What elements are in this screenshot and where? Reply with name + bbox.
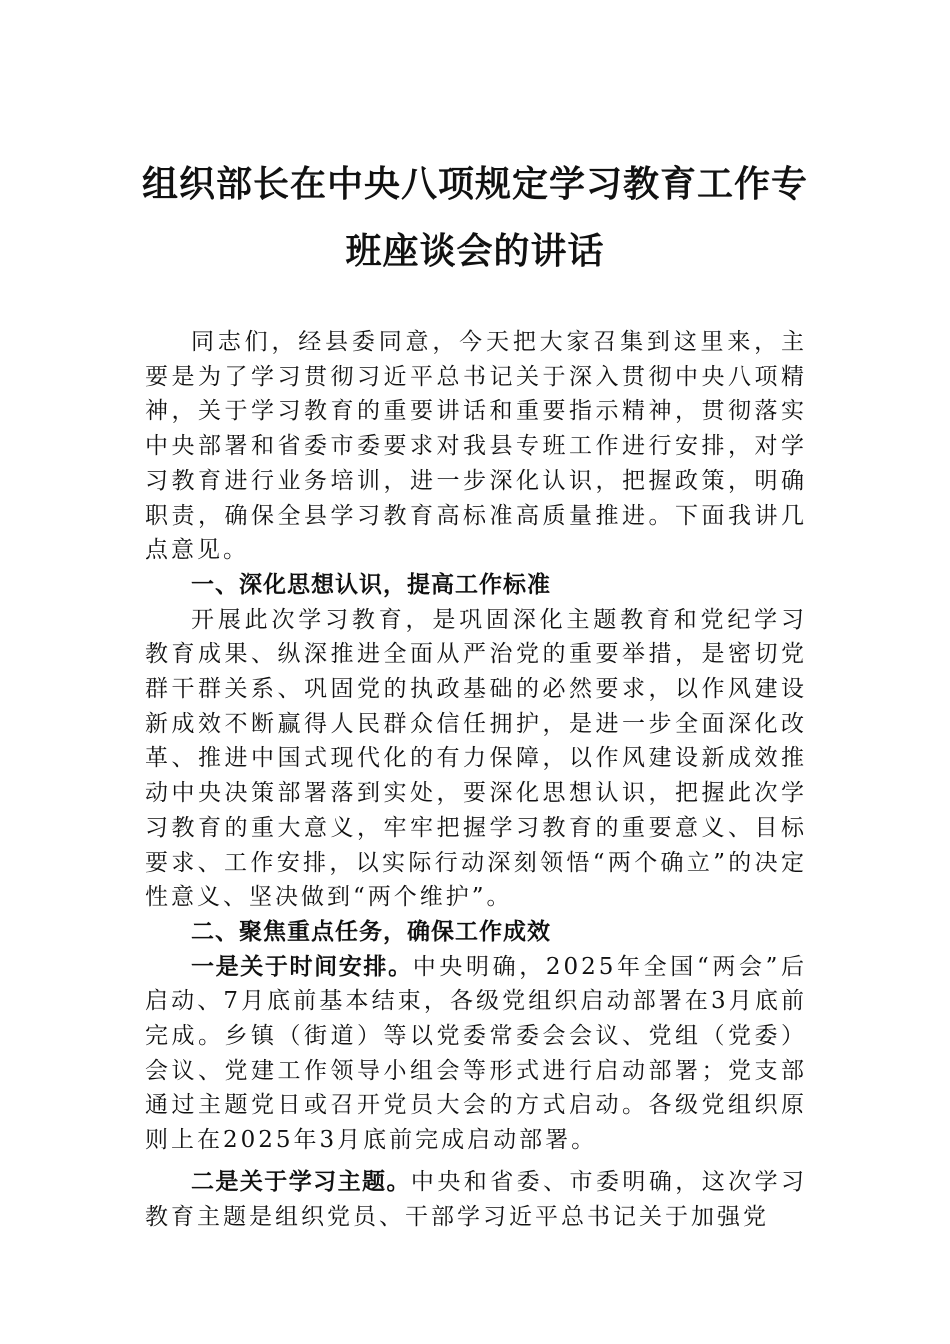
item-2-lead: 二是关于学习主题。	[191, 1168, 411, 1195]
item-2-paragraph	[145, 1165, 807, 1234]
document-title-line-2: 班座谈会的讲话	[345, 230, 605, 272]
section-heading-2: 二、聚焦重点任务，确保工作成效	[191, 918, 551, 945]
intro-paragraph: 同志们，经县委同意，今天把大家召集到这里来，主要是为了学习贯彻习近平总书记关于深入贯彻中央八项精神，关于学习教育的重要讲话和重要指示精神，贯彻落实中央部署和省委市委要求对我县专班工作进行安排，对学习教育进行业务培训，进一步深化认识，把握政策，明确职责，确保全县学习教育高标准高质量推进。下面我讲几点意见。	[145, 329, 807, 564]
section-heading-1: 一、深化思想认识，提高工作标准	[191, 571, 551, 598]
item-1-lead: 一是关于时间安排。	[191, 953, 413, 980]
item-1-paragraph	[145, 950, 807, 1158]
item-2-text: 中央和省委、市委明确，这次学习教育主题是组织党员、干部学习近平总书记关于加强党	[145, 1168, 808, 1230]
document-title-line-1: 组织部长在中央八项规定学习教育工作专	[141, 163, 808, 205]
section-1-paragraph: 开展此次学习教育，是巩固深化主题教育和党纪学习教育成果、纵深推进全面从严治党的重要举措，是密切党群干群关系、巩固党的执政基础的必然要求，以作风建设新成效不断赢得人民群众信任拥护，是进一步全面深化改革、推进中国式现代化的有力保障，以作风建设新成效推动中央决策部署落到实处，要深化思想认识，把握此次学习教育的重大意义，牢牢把握学习教育的重要意义、目标要求、工作安排，以实际行动深刻领悟“两个确立”的决定性意义、坚决做到“两个维护”。	[145, 606, 807, 911]
document-body	[145, 325, 807, 1234]
item-1-text: 中央明确，2025年全国“两会”后启动、7月底前基本结束，各级党组织启动部署在3月底前完成。乡镇（街道）等以党委常委会会议、党组（党委）会议、党建工作领导小组会等形式进行启动部署；党支部通过主题党日或召开党员大会的方式启动。各级党组织原则上在2025年3月底前完成启动部署。	[145, 953, 807, 1154]
